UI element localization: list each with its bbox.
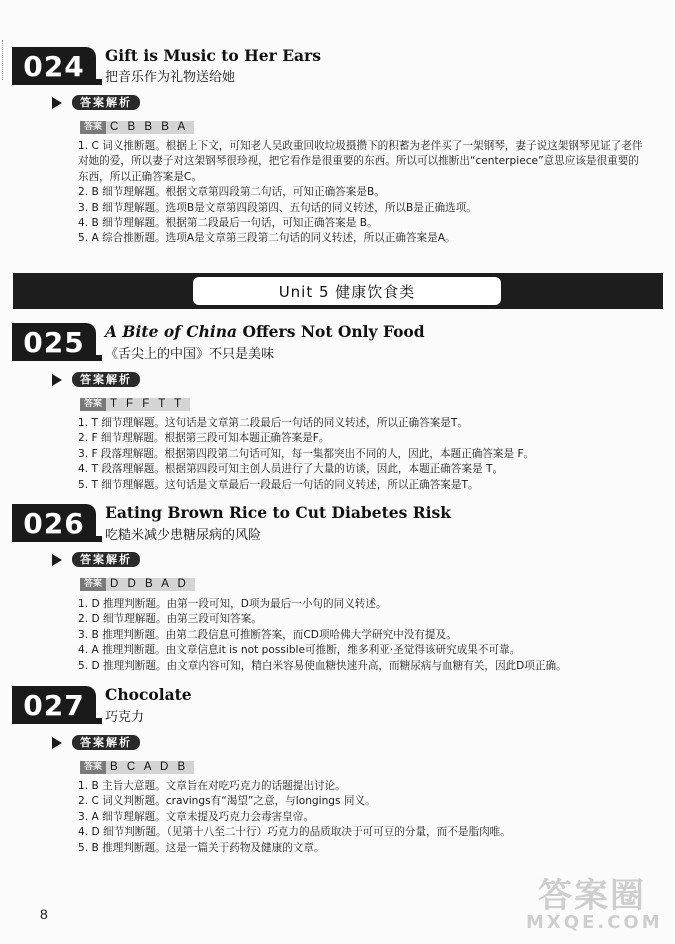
answer-key-label: 答案 — [80, 578, 106, 591]
list-item: 4. A 推理判断题。由文章信息it is not possible可推断，维多利亚·圣觉得该研究成果不可靠。 — [78, 644, 521, 657]
answer-key-values: D D B A D — [106, 578, 195, 591]
list-item: 5. D 推理判断题。由文章内容可知，精白米容易使血糖快速升高，而糖尿病与血糖有关，因此D项正确。 — [78, 659, 567, 672]
list-item: 1. B 主旨大意题。文章旨在对吃巧克力的话题提出讨论。 — [78, 780, 346, 792]
unit-title: Unit 5 健康饮食类 — [193, 277, 501, 305]
list-item: 1. T 细节理解题。这句话是文章第二段最后一句话的同义转述，所以正确答案是T。 — [78, 417, 468, 429]
section-title-italic: A Bite of China — [105, 322, 238, 341]
answer-key-values: C B B B A — [106, 121, 194, 134]
page-edge-marks — [2, 40, 6, 80]
list-item: 2. D 细节理解题。由第三段可知答案。 — [78, 613, 262, 626]
watermark-line2: MXQE.COM — [526, 912, 663, 933]
section-title-rest: Offers Not Only Food — [237, 322, 425, 341]
section-number: 024 — [12, 47, 96, 85]
section-number: 026 — [12, 504, 96, 542]
list-item: 4. D 细节判断题。（见第十八至二十行）巧克力的品质取决于可可豆的分量，而不是脂肉唯。 — [78, 826, 511, 839]
answer-key — [80, 577, 195, 591]
answer-key — [80, 760, 194, 774]
unit-banner — [13, 273, 663, 309]
section-title-en: Eating Brown Rice to Cut Diabetes Risk — [105, 503, 451, 522]
section-title-cn: 《舌尖上的中国》不只是美味 — [105, 347, 275, 362]
answer-key-label: 答案 — [80, 398, 106, 411]
section-number: 027 — [12, 686, 96, 724]
list-item: 5. A 综合推断题。选项A是文章第三段第二句话的同义转述，所以正确答案是A。 — [78, 232, 456, 245]
answer-analysis-tag: 答案解析 — [72, 552, 140, 567]
list-item: 3. F 段落理解题。根据第四段第二句话可知，每一集都突出不同的人，因此，本题正确答案是 F。 — [78, 447, 535, 460]
watermark-line1: 答案圈 — [538, 876, 646, 916]
explanation-list — [78, 416, 653, 493]
explanation-list — [78, 597, 653, 674]
list-item: 1. D 推理判断题。由第一段可知，D项为最后一小句的同义转述。 — [78, 598, 387, 610]
answer-key — [80, 120, 194, 134]
list-item: 3. B 推理判断题。由第二段信息可推断答案，而CD项哈佛大学研究中没有提及。 — [78, 628, 457, 641]
triangle-icon — [52, 737, 62, 749]
list-item: 5. T 细节理解题。这句话是文章最后一段最后一句话的同义转述，所以正确答案是T。 — [78, 478, 479, 491]
list-item: 4. B 细节理解题。根据第二段最后一句话，可知正确答案是 B。 — [78, 217, 378, 230]
section-title-en — [105, 322, 425, 341]
section-title-en: Gift is Music to Her Ears — [105, 46, 321, 65]
triangle-icon — [52, 554, 62, 566]
explanation-list — [78, 139, 653, 247]
list-item: 4. T 段落理解题。根据第四段可知主创人员进行了大量的访谈，因此，本题正确答案是 T。 — [78, 463, 504, 476]
answer-key-label: 答案 — [80, 761, 106, 774]
answer-analysis-tag: 答案解析 — [72, 95, 140, 110]
section-title-cn: 吃糙米减少患糖尿病的风险 — [105, 528, 262, 543]
triangle-icon — [52, 97, 62, 109]
page-number: 8 — [40, 906, 48, 922]
answer-key-label: 答案 — [80, 121, 106, 134]
list-item: 2. C 词义判断题。cravings有“渴望”之意，与longings 同义。 — [78, 795, 376, 808]
list-item: 2. F 细节理解题。根据第三段可知本题正确答案是F。 — [78, 432, 330, 445]
answer-key-values: B C A D B — [106, 761, 194, 774]
section-title-en: Chocolate — [105, 685, 192, 704]
list-item: 3. B 细节理解题。选项B是文章第四段第四、五句话的同义转述，所以B是正确选项。 — [78, 201, 477, 214]
section-title-cn: 巧克力 — [105, 710, 145, 725]
list-item: 3. A 细节理解题。文章未提及巧克力会毒害皇帝。 — [78, 810, 314, 823]
list-item: 1. C 词义推断题。根据上下文，可知老人吴政重回收垃圾摄攒下的积蓄为老伴买了一架钢琴，妻子说这架钢琴见证了老伴对她的爱，所以妻子对这架钢琴很珍视，把它看作是很重要的东西。所以可以推断出“centerpiece”意思应该是很重要的东西，所以正确答案是C。 — [78, 140, 643, 183]
explanation-list — [78, 779, 653, 856]
section-title-cn: 把音乐作为礼物送给她 — [105, 70, 236, 85]
answer-key-values: T F F T T — [106, 398, 190, 411]
section-number: 025 — [12, 323, 96, 361]
triangle-icon — [52, 374, 62, 386]
watermark-logo — [518, 868, 668, 938]
answer-analysis-tag: 答案解析 — [72, 735, 140, 750]
list-item: 2. B 细节理解题。根据文章第四段第二句话，可知正确答案是B。 — [78, 186, 385, 199]
answer-analysis-tag: 答案解析 — [72, 372, 140, 387]
list-item: 5. B 推理判断题。这是一篇关于药物及健康的文章。 — [78, 841, 325, 854]
answer-key — [80, 397, 190, 411]
